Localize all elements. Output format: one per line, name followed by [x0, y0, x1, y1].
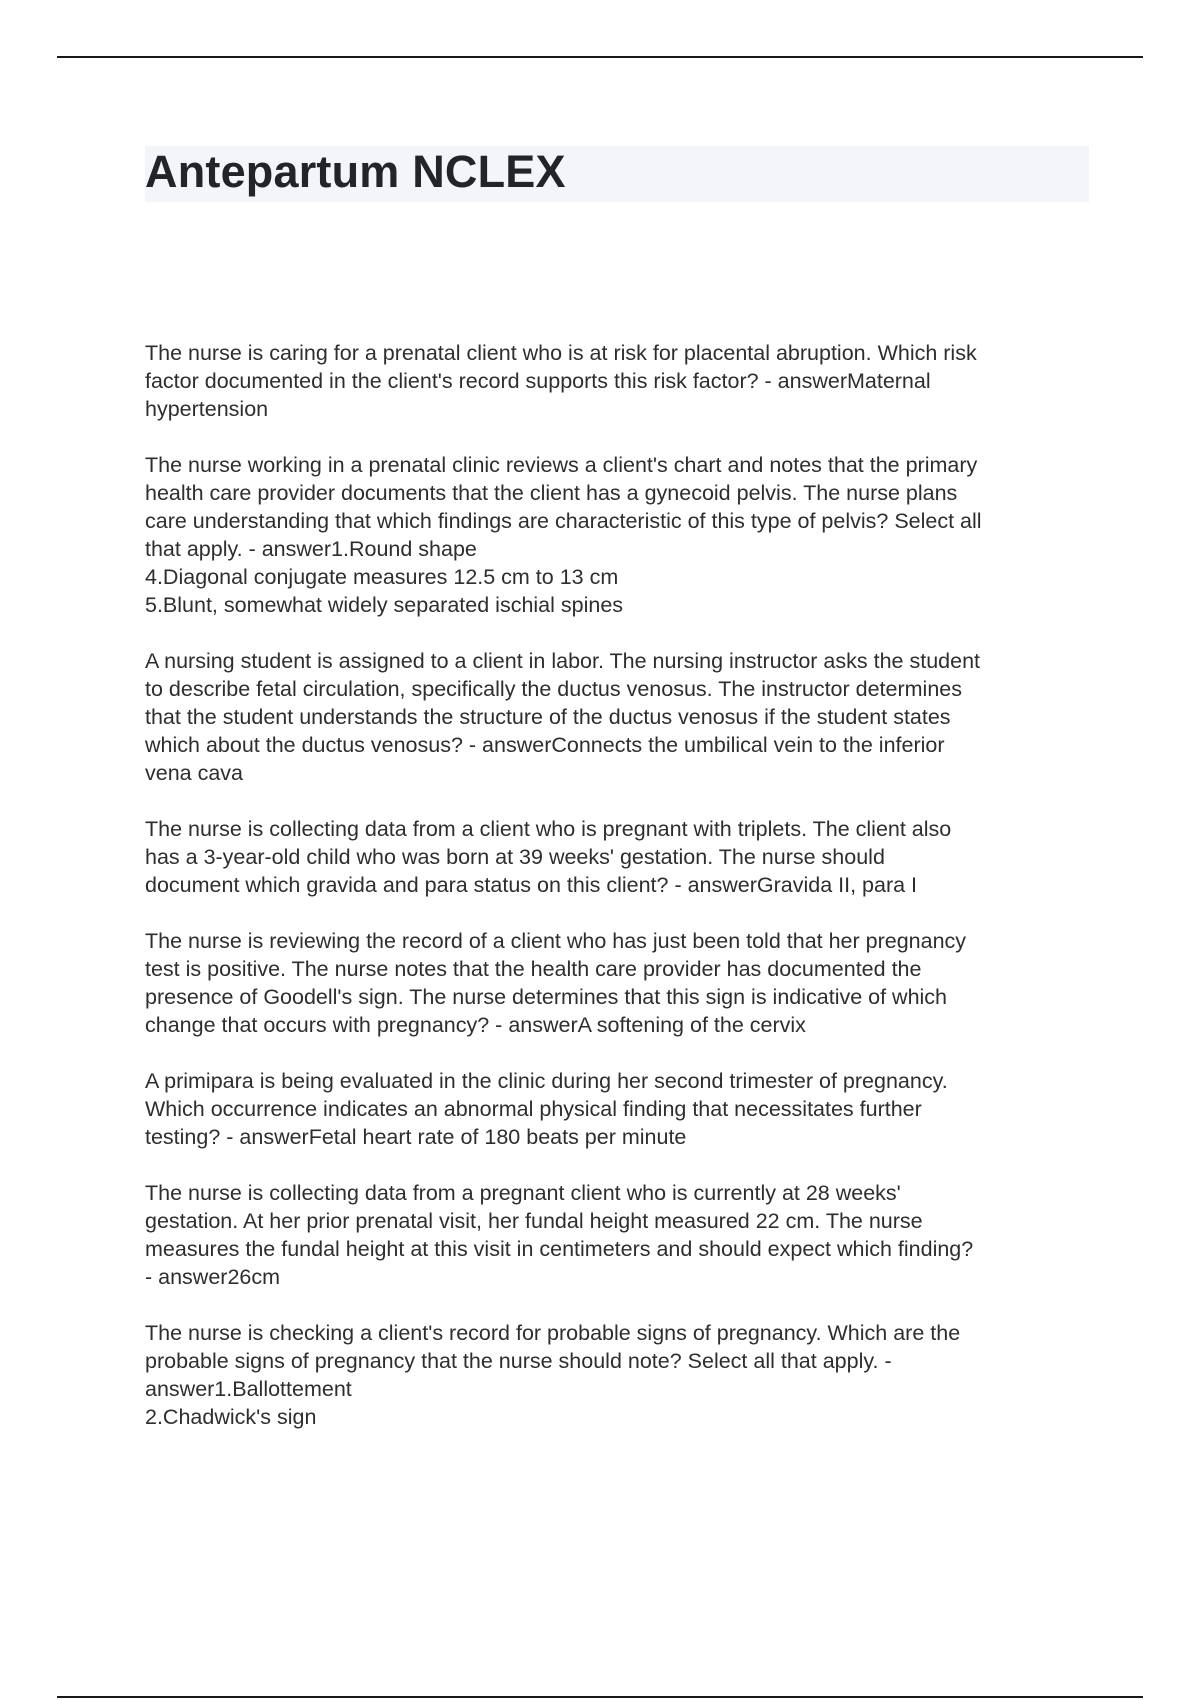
text-line: presence of Goodell's sign. The nurse determines that this sign is indicative of which [145, 985, 948, 1009]
text-line: - answer26cm [145, 1265, 281, 1289]
question-item [145, 647, 1095, 787]
text-line: 4.Diagonal conjugate measures 12.5 cm to 13 cm [145, 565, 619, 589]
text-line: factor documented in the client's record supports this risk factor? - answerMaternal [145, 369, 931, 393]
text-line: measures the fundal height at this visit in centimeters and should expect which finding? [145, 1237, 974, 1261]
text-line: probable signs of pregnancy that the nurse should note? Select all that apply. - [145, 1349, 892, 1373]
text-line: The nurse is collecting data from a pregnant client who is currently at 28 weeks' [145, 1181, 901, 1205]
text-line: gestation. At her prior prenatal visit, her fundal height measured 22 cm. The nurse [145, 1209, 923, 1233]
text-line: The nurse is caring for a prenatal client who is at risk for placental abruption. Which risk [145, 341, 977, 365]
text-line: Which occurrence indicates an abnormal physical finding that necessitates further [145, 1097, 922, 1121]
page-title: Antepartum NCLEX [145, 146, 566, 197]
text-line: A nursing student is assigned to a client in labor. The nursing instructor asks the student [145, 649, 981, 673]
text-line: answer1.Ballottement [145, 1377, 352, 1401]
text-line: that the student understands the structure of the ductus venosus if the student states [145, 705, 951, 729]
question-item [145, 339, 1095, 423]
text-line: health care provider documents that the client has a gynecoid pelvis. The nurse plans [145, 481, 958, 505]
question-item [145, 1179, 1095, 1291]
question-item [145, 451, 1095, 619]
text-line: document which gravida and para status on this client? - answerGravida II, para I [145, 873, 918, 897]
text-line: testing? - answerFetal heart rate of 180 beats per minute [145, 1125, 687, 1149]
text-line: The nurse is checking a client's record for probable signs of pregnancy. Which are the [145, 1321, 961, 1345]
text-line: 2.Chadwick's sign [145, 1405, 317, 1429]
text-line: has a 3-year-old child who was born at 39 weeks' gestation. The nurse should [145, 845, 885, 869]
question-list [145, 339, 1095, 1459]
top-divider [57, 56, 1143, 58]
question-item [145, 1319, 1095, 1431]
text-line: test is positive. The nurse notes that the health care provider has documented the [145, 957, 922, 981]
question-item [145, 1067, 1095, 1151]
text-line: care understanding that which findings are characteristic of this type of pelvis? Select all [145, 509, 982, 533]
question-item [145, 927, 1095, 1039]
text-line: to describe fetal circulation, specifically the ductus venosus. The instructor determines [145, 677, 962, 701]
text-line: A primipara is being evaluated in the clinic during her second trimester of pregnancy. [145, 1069, 948, 1093]
text-line: vena cava [145, 761, 244, 785]
text-line: The nurse is reviewing the record of a client who has just been told that her pregnancy [145, 929, 967, 953]
bottom-divider [57, 1696, 1143, 1698]
text-line: 5.Blunt, somewhat widely separated ischial spines [145, 593, 624, 617]
text-line: change that occurs with pregnancy? - answerA softening of the cervix [145, 1013, 806, 1037]
text-line: The nurse working in a prenatal clinic reviews a client's chart and notes that the primary [145, 453, 978, 477]
text-line: that apply. - answer1.Round shape [145, 537, 477, 561]
question-item [145, 815, 1095, 899]
text-line: which about the ductus venosus? - answerConnects the umbilical vein to the inferior [145, 733, 945, 757]
text-line: The nurse is collecting data from a client who is pregnant with triplets. The client also [145, 817, 952, 841]
text-line: hypertension [145, 397, 269, 421]
